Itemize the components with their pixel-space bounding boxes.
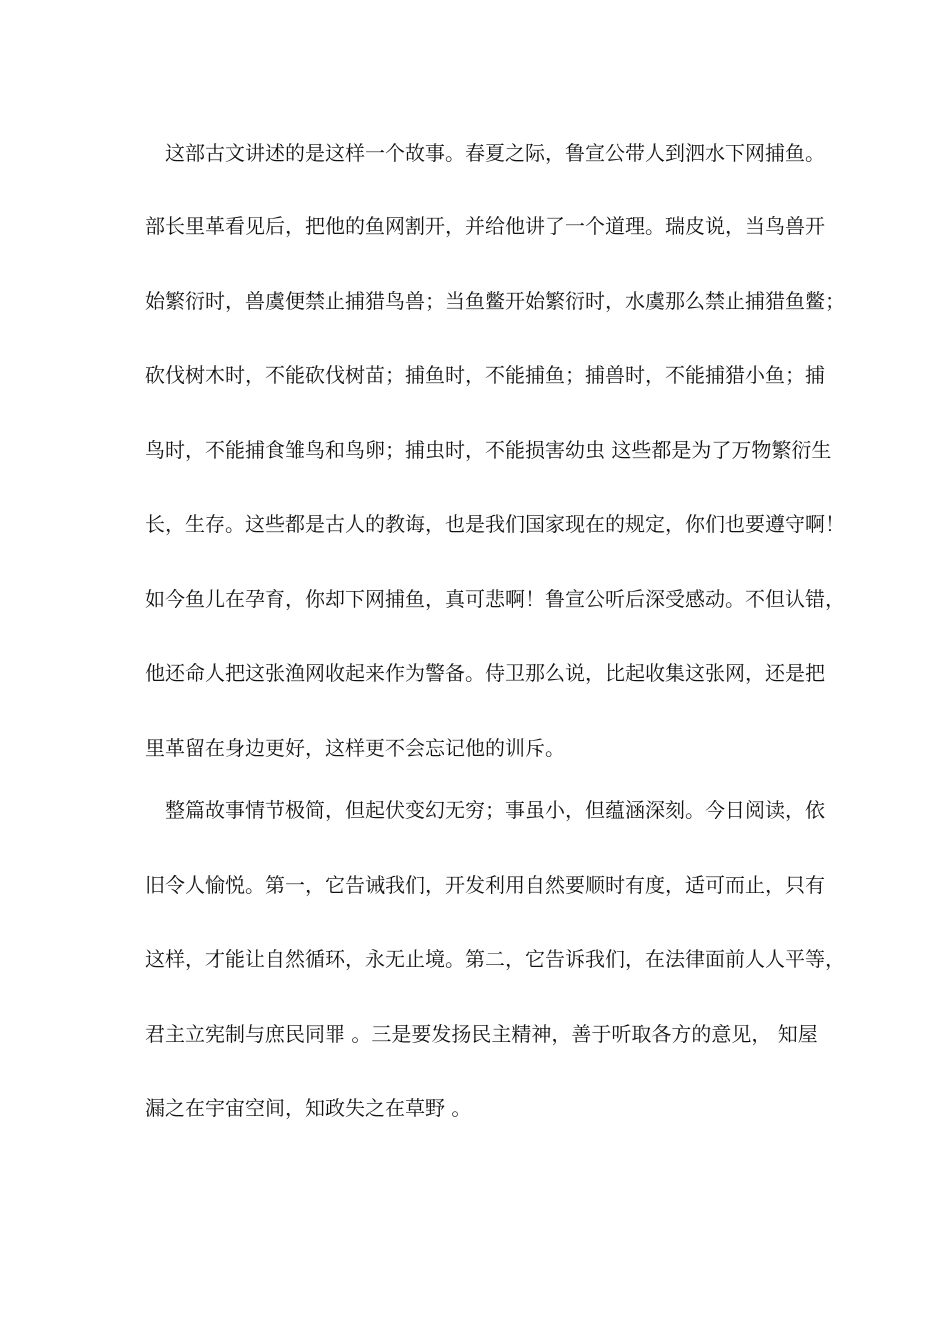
paragraph-1-line-1: 这部古文讲述的是这样一个故事。春夏之际，鲁宣公带人到泗水下网捕鱼。 bbox=[145, 141, 825, 165]
paragraph-2-line-3: 这样，才能让自然循环，永无止境。第二，它告诉我们，在法律面前人人平等， bbox=[145, 947, 845, 971]
paragraph-1-line-5: 鸟时，不能捕食雏鸟和鸟卵；捕虫时，不能损害幼虫 这些都是为了万物繁衍生 bbox=[145, 438, 832, 462]
paragraph-1-line-8: 他还命人把这张渔网收起来作为警备。侍卫那么说，比起收集这张网，还是把 bbox=[145, 661, 825, 685]
paragraph-1-line-3: 始繁衍时，兽虞便禁止捕猎鸟兽；当鱼鳖开始繁衍时，水虞那么禁止捕猎鱼鳖； bbox=[145, 289, 845, 313]
paragraph-1-line-2: 部长里革看见后，把他的鱼网割开，并给他讲了一个道理。瑞皮说，当鸟兽开 bbox=[145, 214, 825, 238]
paragraph-2-line-1: 整篇故事情节极简，但起伏变幻无穷；事虽小，但蕴涵深刻。今日阅读，依 bbox=[145, 798, 825, 822]
paragraph-2-line-5: 漏之在宇宙空间，知政失之在草野 。 bbox=[145, 1096, 472, 1120]
paragraph-1-line-6: 长，生存。这些都是古人的教诲，也是我们国家现在的规定，你们也要遵守啊！ bbox=[145, 512, 845, 536]
paragraph-2-line-4: 君主立宪制与庶民同罪 。三是要发扬民主精神，善于听取各方的意见， 知屋 bbox=[145, 1022, 818, 1046]
paragraph-1-line-4: 砍伐树木时，不能砍伐树苗；捕鱼时，不能捕鱼；捕兽时，不能捕猎小鱼；捕 bbox=[145, 363, 825, 387]
paragraph-2-line-2: 旧令人愉悦。第一，它告诫我们，开发利用自然要顺时有度，适可而止，只有 bbox=[145, 873, 825, 897]
paragraph-1-line-7: 如今鱼儿在孕育，你却下网捕鱼，真可悲啊！鲁宣公听后深受感动。不但认错， bbox=[145, 587, 845, 611]
paragraph-1-line-9: 里革留在身边更好，这样更不会忘记他的训斥。 bbox=[145, 736, 565, 760]
